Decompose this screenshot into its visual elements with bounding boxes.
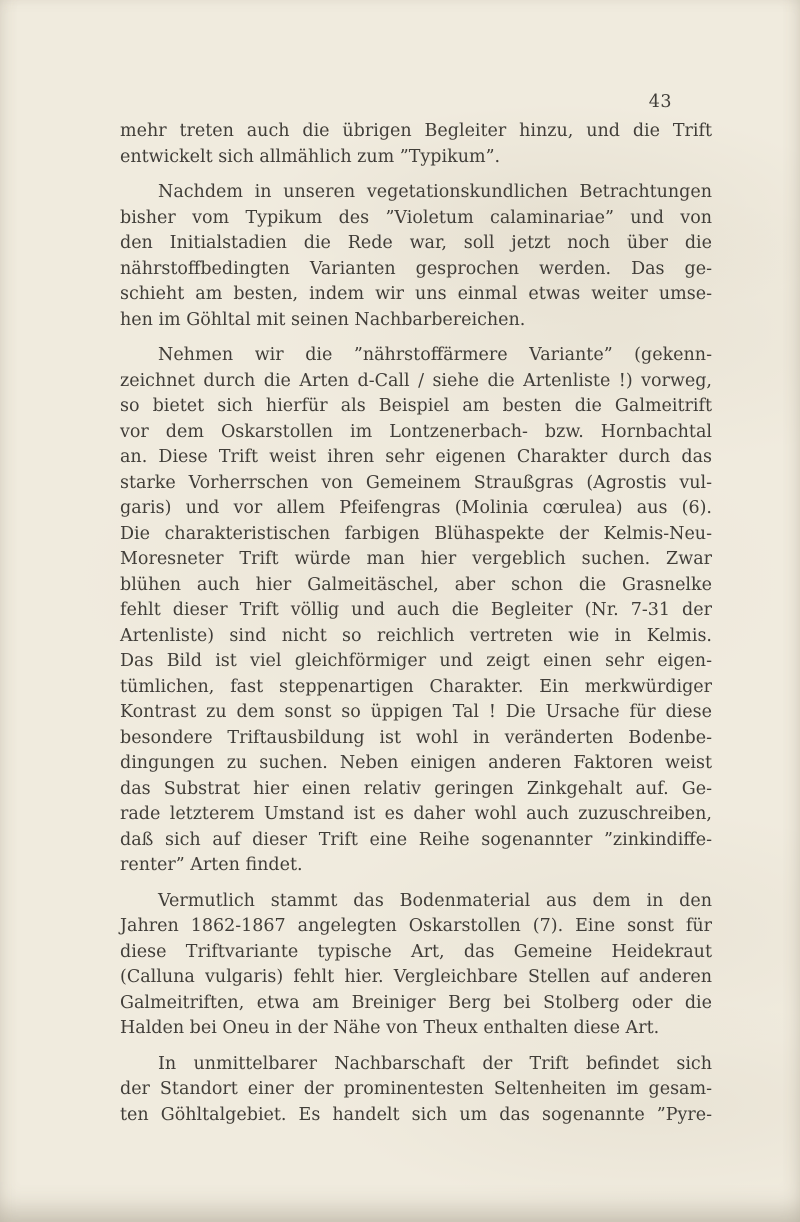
text-line: renter” Arten findet. [120,855,303,875]
text-line: diese Triftvariante typische Art, das Gemeine Heidekraut [120,941,712,962]
text-line: das Substrat hier einen relativ geringen Zinkgehalt auf. Ge- [120,778,712,799]
text-line: den Initialstadien die Rede war, soll jetzt noch über die [120,233,712,253]
text-line: ten Göhltalgebiet. Es handelt sich um das sogenannte ”Pyre- [120,1104,712,1125]
paragraph [120,180,712,333]
text-line: (Calluna vulgaris) fehlt hier. Vergleichbare Stellen auf anderen [120,967,712,987]
text-line: Galmeitriften, etwa am Breiniger Berg bei Stolberg oder die [120,992,712,1013]
text-line: blühen auch hier Galmeitäschel, aber schon die Grasnelke [120,574,712,595]
text-line: Artenliste) sind nicht so reichlich vertreten wie in Kelmis. [120,625,712,646]
text-line: garis) und vor allem Pfeifengras (Molinia cœrulea) aus (6). [120,498,712,518]
paragraph [120,343,712,879]
text-line: der Standort einer der prominentesten Seltenheiten im gesam- [120,1079,712,1099]
text-line: Moresneter Trift würde man hier vergeblich suchen. Zwar [120,549,712,569]
paragraph [120,119,712,170]
text-line: In unmittelbarer Nachbarschaft der Trift befindet sich [158,1053,712,1074]
page-number: 43 [648,92,672,112]
text-line: so bietet sich hierfür als Beispiel am besten die Galmeitrift [120,396,712,416]
text-line: Die charakteristischen farbigen Blühaspekte der Kelmis-Neu- [120,523,712,544]
text-line: zeichnet durch die Arten d-Call / siehe die Artenliste !) vorweg, [120,370,712,391]
text-line: an. Diese Trift weist ihren sehr eigenen Charakter durch das [120,447,712,467]
text-line: Kontrast zu dem sonst so üppigen Tal ! Die Ursache für diese [120,702,712,722]
text-line: vor dem Oskarstollen im Lontzenerbach- bzw. Hornbachtal [120,421,712,442]
text-line: hen im Göhltal mit seinen Nachbarbereichen. [120,309,526,330]
text-line: dingungen zu suchen. Neben einigen anderen Faktoren weist [120,753,712,773]
text-line: bisher vom Typikum des ”Violetum calaminariae” und von [120,207,712,228]
text-line: Nehmen wir die ”nährstoffärmere Variante” (gekenn- [158,345,712,365]
text-line: entwickelt sich allmählich zum ”Typikum”. [120,146,501,167]
paragraph [120,889,712,1042]
text-line: mehr treten auch die übrigen Begleiter hinzu, und die Trift [120,121,712,141]
text-line: Halden bei Oneu in der Nähe von Theux enthalten diese Art. [120,1018,660,1038]
paragraph [120,1052,712,1129]
text-line: nährstoffbedingten Varianten gesprochen werden. Das ge- [120,258,712,279]
text-block [120,119,712,1128]
text-line: Jahren 1862-1867 angelegten Oskarstollen (7). Eine sonst für [120,916,712,936]
text-line: Vermutlich stammt das Bodenmaterial aus dem in den [158,890,712,911]
text-line: schieht am besten, indem wir uns einmal etwas weiter umse- [120,284,712,304]
text-line: daß sich auf dieser Trift eine Reihe sogenannter ”zinkindiffe- [120,829,712,850]
text-line: tümlichen, fast steppenartigen Charakter. Ein merkwürdiger [120,676,712,697]
text-line: Nachdem in unseren vegetationskundlichen Betrachtungen [158,182,712,202]
text-line: fehlt dieser Trift völlig und auch die Begleiter (Nr. 7-31 der [120,600,712,620]
text-line: rade letzterem Umstand ist es daher wohl auch zuzuschreiben, [120,804,712,824]
text-line: Das Bild ist viel gleichförmiger und zeigt einen sehr eigen- [120,651,712,671]
text-line: starke Vorherrschen von Gemeinem Straußgras (Agrostis vul- [120,472,712,493]
text-line: besondere Triftausbildung ist wohl in veränderten Bodenbe- [120,727,712,748]
